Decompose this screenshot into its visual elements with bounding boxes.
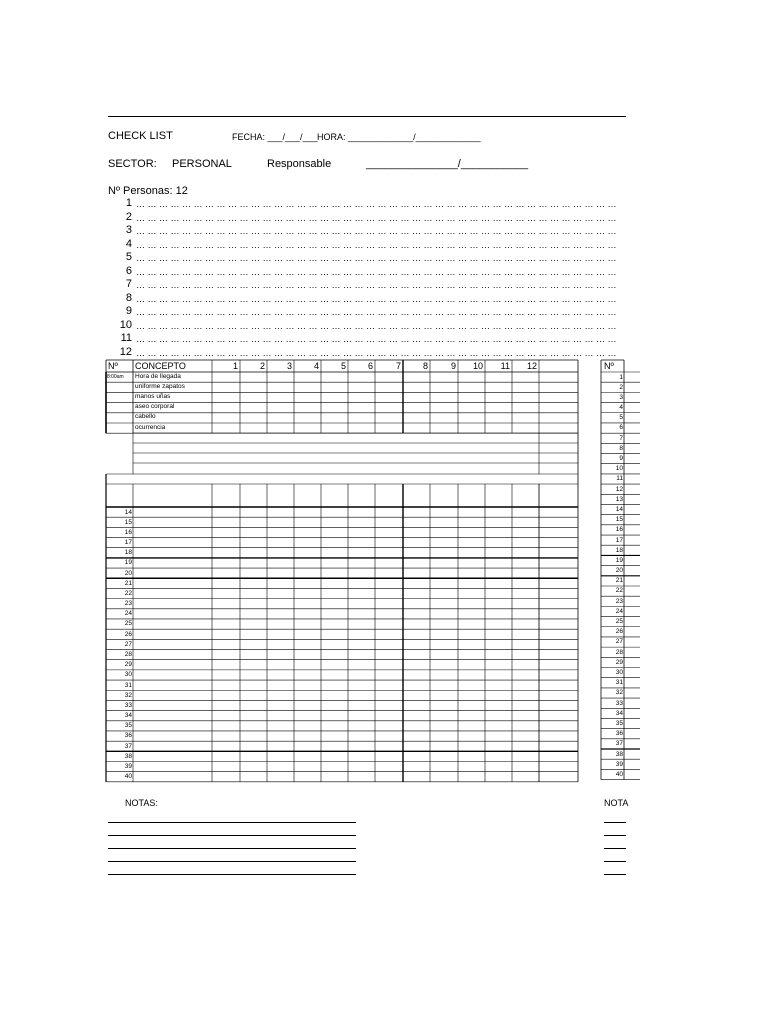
right-row-number: 21 [615, 577, 623, 585]
person-number: 1 [125, 197, 132, 209]
right-row-number: 13 [615, 495, 623, 503]
person-number: 3 [125, 224, 132, 236]
person-entry-line: … … … … … … … … … … … … … … … … … … … … … … … … … … … … … … … … … … … … … … … … … … [136, 307, 617, 317]
concept-row: ocurrencia [135, 423, 166, 431]
person-entry-line: … … … … … … … … … … … … … … … … … … … … … … … … … … … … … … … … … … … … … … … … … … [136, 212, 617, 223]
col-header-12: 12 [526, 361, 537, 371]
responsable-label: Responsable [267, 158, 332, 170]
responsable-line: _______________/___________ [366, 158, 529, 170]
row-number: 14 [124, 508, 132, 516]
row-number: 40 [124, 773, 132, 781]
right-row-number: 3 [619, 393, 623, 401]
right-row-number: 34 [615, 709, 623, 717]
notes-label-right: NOTA [604, 798, 629, 808]
right-row-number: 4 [619, 404, 623, 412]
row-number: 16 [124, 528, 132, 536]
right-col-no-header: Nº [604, 361, 614, 371]
right-row-number: 40 [615, 770, 623, 778]
row-number: 17 [124, 539, 132, 547]
right-row-number: 32 [615, 689, 623, 697]
notes-line [108, 822, 356, 823]
right-row-number: 16 [615, 526, 623, 534]
notes-line-right [604, 835, 626, 836]
right-row-number: 22 [615, 587, 623, 595]
notes-line [108, 861, 356, 862]
col-header-5: 5 [340, 361, 346, 371]
right-row-number: 8 [619, 444, 623, 452]
person-number: 5 [125, 251, 132, 263]
row-number: 37 [124, 742, 132, 750]
row-number: 28 [124, 651, 132, 659]
right-row-number: 20 [615, 567, 623, 575]
sector-value: PERSONAL [172, 158, 232, 170]
person-number: 11 [120, 332, 132, 344]
row-number: 23 [124, 600, 132, 608]
concept-row: manos uñas [135, 392, 171, 400]
person-entry-line: … … … … … … … … … … … … … … … … … … … … … … … … … … … … … … … … … … … … … … … … … … [136, 266, 617, 277]
col-header-8: 8 [422, 361, 428, 371]
concept-row: cabello [135, 413, 156, 421]
row-number: 21 [124, 579, 132, 587]
col-header-4: 4 [313, 361, 319, 371]
person-number: 12 [119, 345, 132, 358]
concept-row: aseo corporal [135, 403, 175, 411]
row-number: 20 [124, 569, 132, 577]
right-row-number: 36 [615, 730, 623, 738]
concept-row: uniforme zapatos [135, 382, 185, 390]
col-no-header: Nº [108, 361, 118, 371]
notes-line-right [604, 848, 626, 849]
row-number: 32 [124, 691, 132, 699]
person-entry-line: … … … … … … … … … … … … … … … … … … … … … … … … … … … … … … … … … … … … … … … … … … [136, 293, 617, 304]
row-number: 31 [124, 681, 132, 689]
right-row-number: 1 [619, 373, 623, 381]
row-number: 34 [124, 712, 132, 720]
person-number: 9 [125, 305, 132, 317]
notes-line [108, 848, 356, 849]
sector-label: SECTOR: [108, 158, 157, 170]
row-number: 36 [124, 732, 132, 740]
concept-row: Hora de llegada [135, 372, 181, 380]
person-number: 8 [125, 291, 132, 304]
right-row-number: 6 [619, 424, 623, 432]
right-row-number: 14 [615, 505, 623, 513]
col-concept-header: CONCEPTO [135, 361, 186, 371]
person-number: 4 [125, 237, 132, 250]
person-number: 2 [125, 210, 132, 223]
right-row-number: 10 [615, 465, 623, 473]
row-number: 39 [124, 763, 132, 770]
person-entry-line: … … … … … … … … … … … … … … … … … … … … … … … … … … … … … … … … … … … … … … … … … … [136, 280, 617, 290]
right-row-number: 2 [619, 383, 623, 391]
col-header-2: 2 [259, 361, 265, 371]
person-entry-line: … … … … … … … … … … … … … … … … … … … … … … … … … … … … … … … … … … … … … … … … … … [136, 199, 617, 209]
right-row-number: 23 [615, 597, 623, 605]
row-number: 18 [124, 549, 132, 557]
row-number: 38 [124, 752, 132, 760]
person-number: 7 [125, 278, 132, 290]
row-number: 26 [124, 630, 132, 638]
row-number: 29 [124, 661, 132, 669]
right-row-number: 5 [619, 414, 623, 422]
notes-line-right [604, 822, 626, 823]
col-header-9: 9 [450, 361, 456, 371]
right-row-number: 11 [616, 475, 623, 483]
right-row-number: 27 [615, 638, 623, 646]
col-header-3: 3 [286, 361, 292, 371]
row-number: 15 [124, 518, 132, 526]
fecha-field: FECHA: ___/___/___ [232, 132, 318, 142]
time-label: 8:00am [107, 373, 124, 380]
notes-label: NOTAS: [125, 798, 158, 808]
person-entry-line: … … … … … … … … … … … … … … … … … … … … … … … … … … … … … … … … … … … … … … … … … … [136, 253, 617, 263]
personas-count: Nº Personas: 12 [108, 185, 188, 197]
right-row-number: 37 [615, 740, 623, 748]
person-entry-line: … … … … … … … … … … … … … … … … … … … … … … … … … … … … … … … … … … … … … … … … … … [136, 320, 617, 331]
notes-line [108, 835, 356, 836]
person-number: 6 [125, 264, 132, 277]
right-row-number: 17 [615, 536, 623, 544]
right-row-number: 7 [619, 434, 623, 442]
right-row-number: 25 [615, 618, 623, 626]
right-row-number: 35 [615, 719, 623, 727]
person-entry-line: … … … … … … … … … … … … … … … … … … … … … … … … … … … … … … … … … … … … … … … … … … [136, 334, 617, 344]
right-row-number: 31 [615, 679, 623, 687]
right-row-number: 26 [615, 628, 623, 636]
right-row-number: 18 [615, 546, 623, 554]
right-row-number: 30 [615, 669, 623, 676]
right-row-number: 24 [615, 607, 623, 615]
right-row-number: 29 [615, 658, 623, 666]
right-row-number: 33 [615, 699, 623, 707]
row-number: 22 [124, 589, 132, 597]
row-number: 30 [124, 671, 132, 679]
row-number: 24 [124, 610, 132, 618]
person-entry-line: … … … … … … … … … … … … … … … … … … … … … … … … … … … … … … … … … … … … … … … … … … [136, 347, 617, 358]
row-number: 25 [124, 620, 132, 628]
right-row-number: 12 [615, 485, 623, 493]
right-row-number: 9 [619, 455, 623, 463]
row-number: 27 [124, 640, 132, 648]
right-row-number: 15 [615, 516, 623, 524]
col-header-1: 1 [232, 361, 238, 371]
col-header-6: 6 [367, 361, 373, 371]
page-title: CHECK LIST [108, 130, 173, 142]
row-number: 33 [124, 701, 132, 709]
person-entry-line: … … … … … … … … … … … … … … … … … … … … … … … … … … … … … … … … … … … … … … … … … … [136, 226, 617, 236]
person-number: 10 [119, 318, 132, 331]
right-row-number: 19 [615, 556, 623, 564]
person-entry-line: … … … … … … … … … … … … … … … … … … … … … … … … … … … … … … … … … … … … … … … … … … [136, 239, 617, 250]
notes-line-right [604, 861, 626, 862]
right-row-number: 39 [615, 760, 623, 768]
col-header-7: 7 [395, 361, 401, 371]
row-number: 35 [124, 722, 132, 730]
col-header-11: 11 [500, 361, 510, 371]
notes-line-right [604, 874, 626, 875]
right-row-number: 28 [615, 648, 623, 656]
col-header-10: 10 [472, 361, 483, 371]
row-number: 19 [124, 559, 132, 567]
hora-field: HORA: _____________/_____________ [317, 132, 481, 142]
notes-line [108, 874, 356, 875]
right-row-number: 38 [615, 750, 623, 758]
